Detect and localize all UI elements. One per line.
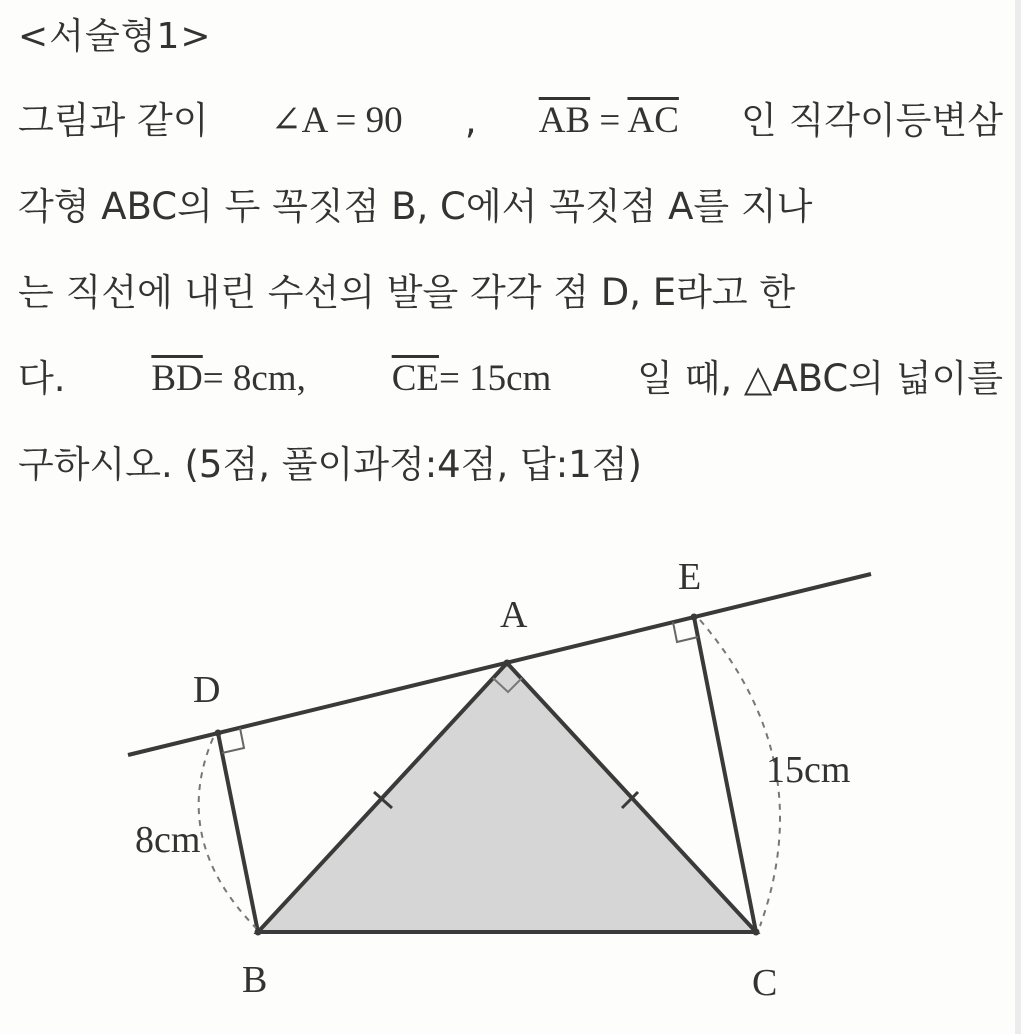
label-a: A [500,594,528,636]
angle-condition: ∠A = 90 [270,100,403,141]
geometry-figure [0,540,1021,1034]
equals: = [599,100,621,141]
problem-line-5 [18,422,1003,508]
problem-line-1 [18,78,1003,164]
text: 그림과 같이 [18,99,209,142]
text: 인 직각이등변삼 [741,99,1003,142]
problem-body [18,78,1003,508]
segment-ce: $\overline{CE}$ [391,358,439,399]
text: 일 때, △ABC의 넓이를 [637,357,1003,400]
problem-line-4 [18,336,1003,422]
value-bd: = 8cm, [202,358,306,399]
given-ce [392,336,552,422]
segment-ab: $\overline{AB}$ [538,100,591,141]
text: 는 직선에 내린 수선의 발을 각각 점 D, E라고 한 [18,271,796,314]
label-d: D [193,669,221,711]
problem-line-2 [18,164,1003,250]
text: 구하시오. (5점, 풀이과정:4점, 답:1점) [18,443,642,486]
label-c: C [752,962,778,1004]
text: 다. [18,357,66,400]
text: 각형 ABC의 두 꼭짓점 B, C에서 꼭짓점 A를 지나 [18,185,813,228]
label-b: B [242,959,268,1001]
label-e: E [678,556,702,598]
point-b [255,929,262,936]
segment-ac: $\overline{AC}$ [627,100,679,141]
point-a [504,660,511,667]
point-e [691,614,698,621]
segment-bd-line [218,733,258,932]
page-edge [1015,0,1021,1034]
label-15cm: 15cm [766,749,851,791]
comma: , [464,99,477,142]
label-8cm: 8cm [135,819,201,861]
segment-bd: $\overline{BD}$ [151,358,203,399]
measure-arc-bd [199,738,256,928]
problem-heading: <서술형1> [18,16,212,57]
point-c [753,929,760,936]
point-d [215,730,222,737]
value-ce: = 15cm [438,358,552,399]
segment-equality [539,78,679,164]
given-bd [151,336,305,422]
problem-line-3 [18,250,1003,336]
